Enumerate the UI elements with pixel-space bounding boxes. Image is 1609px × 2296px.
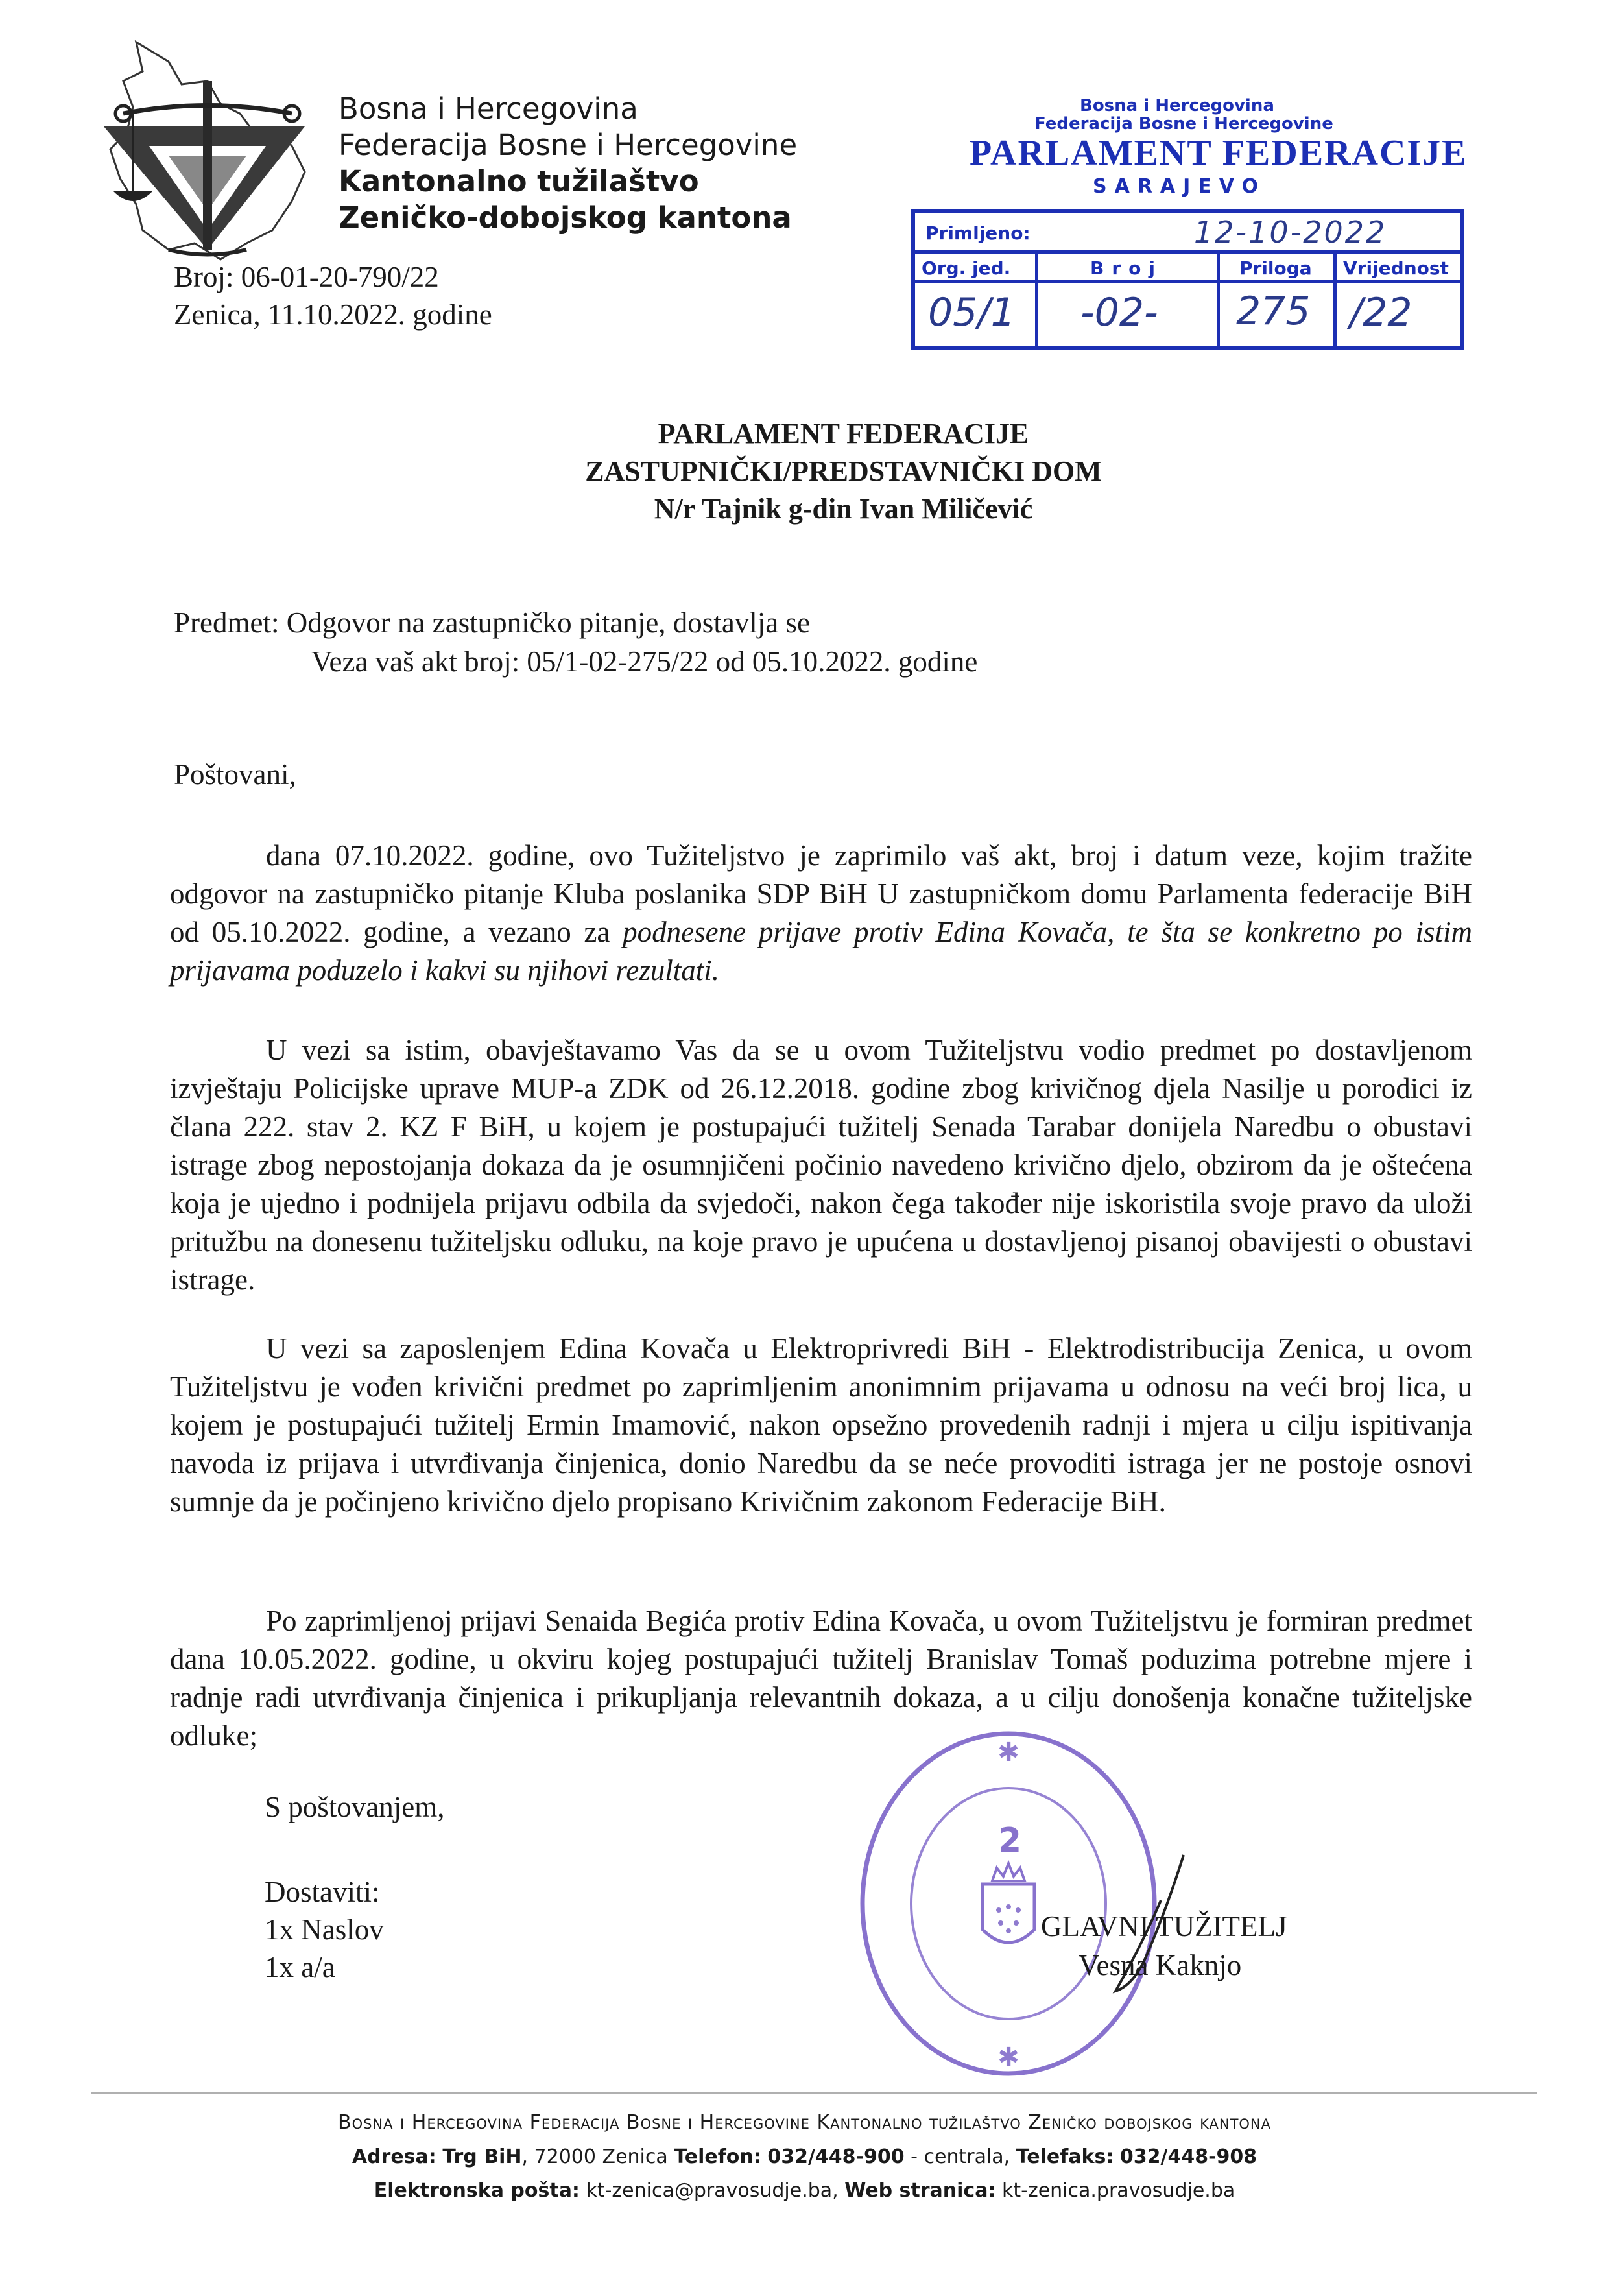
stamp-header-row xyxy=(915,254,1460,283)
paragraph-1-italic: podnesene prijave protiv Edina Kovača, te šta se konkretno po istim prijavama poduzelo i kakvi su njihovi rezultati. xyxy=(170,916,1472,987)
paragraph-2-text: U vezi sa istim, obavještavamo Vas da se u ovom Tužiteljstvu vodio predmet po dostavljenom izvještaju Policijske uprave MUP-a ZDK od 26.12.2018. godine zbog krivičnog djela Nasilje u porodici iz člana 222. stav 2. KZ F BiH, u kojem je postupajući tužitelj Senada Tarabar donijela Naredbu o obustavi istrage zbog nepostojanja dokaza da je osumnjičeni počinio navedeno krivično djelo, obzirom da je oštećena koja je ujedno i podnijela prijavu odbila da svjedoči, nakon čega također nije iskoristila svoje pravo da uloži pritužbu na donesenu tužiteljsku odluku, na koje pravo je upućena u dostavljenoj pisanoj obavijesti o obustavi istrage. xyxy=(170,1034,1472,1296)
stamp-grid xyxy=(911,209,1464,350)
subject-line: Predmet: Odgovor na zastupničko pitanje, dostavlja se xyxy=(174,606,811,639)
institution-federation: Federacija Bosne i Hercegovine xyxy=(339,128,798,162)
seal-number: 2 xyxy=(997,1821,1022,1860)
paragraph-4 xyxy=(170,1602,1472,1755)
institution-block xyxy=(339,91,797,236)
stamp-line-country: Bosna i Hercegovina xyxy=(1080,96,1274,115)
footer-divider xyxy=(91,2092,1537,2094)
stamp-value-row xyxy=(915,283,1460,346)
stamp-received-date: 12-10-2022 xyxy=(1194,215,1387,250)
institution-canton: Zeničko-dobojskog kantona xyxy=(339,200,792,235)
stamp-line-federation: Federacija Bosne i Hercegovine xyxy=(1034,114,1333,134)
paragraph-4-text: Po zaprimljenoj prijavi Senaida Begića protiv Edina Kovača, u ovom Tužiteljstvu je formiran predmet dana 10.05.2022. godine, u okviru kojeg postupajući tužitelj Branislav Tomaš poduzima potrebne mjere i radnje radi utvrđivanja činjenica i prikupljanja relevantnih dokaza, a u cilju donošenja konačne tužiteljske odluke; xyxy=(170,1605,1472,1752)
place-date: Zenica, 11.10.2022. godine xyxy=(174,298,492,331)
subject-reference-line: Veza vaš akt broj: 05/1-02-275/22 od 05.10.2022. godine xyxy=(311,645,978,678)
stamp-received-label: Primljeno: xyxy=(925,222,1031,244)
delivery-item: 1x a/a xyxy=(265,1951,335,1983)
paragraph-1-text: dana 07.10.2022. godine, ovo Tužiteljstvo je zaprimilo vaš akt, broj i datum veze, kojim tražite odgovor na zastupničko pitanje Kluba poslanika SDP BiH U zastupničkom domu Parlamenta federacije BiH od 05.10.2022. godine, a vezano za xyxy=(170,839,1472,948)
parliament-received-stamp xyxy=(905,96,1469,355)
footer-contact-line xyxy=(0,2146,1609,2168)
signature-block xyxy=(1041,1907,1287,1985)
subject-block xyxy=(174,603,977,681)
stamp-received-row xyxy=(915,213,1460,254)
reference-number: Broj: 06-01-20-790/22 xyxy=(174,261,439,293)
footer-phone-label: Telefon: xyxy=(674,2146,761,2168)
stamp-value-org: 05/1 xyxy=(928,290,1016,335)
addressee-line-1: PARLAMENT FEDERACIJE xyxy=(658,418,1029,449)
footer-address-label: Adresa: xyxy=(352,2146,436,2168)
stamp-value-priloga: 275 xyxy=(1236,289,1311,334)
stamp-col-priloga: Priloga xyxy=(1239,257,1312,279)
delivery-label: Dostaviti: xyxy=(265,1876,380,1908)
institution-office: Kantonalno tužilaštvo xyxy=(339,164,699,198)
footer-fax-value: 032/448-908 xyxy=(1119,2146,1257,2168)
addressee-line-2: ZASTUPNIČKI/PREDSTAVNIČKI DOM xyxy=(585,455,1102,487)
addressee-line-3: N/r Tajnik g-din Ivan Miličević xyxy=(654,493,1033,525)
paragraph-3 xyxy=(170,1330,1472,1521)
reference-block xyxy=(174,258,492,333)
footer-web-link[interactable]: kt-zenica.pravosudje.ba xyxy=(995,2179,1235,2202)
stamp-value-vrijednost: /22 xyxy=(1350,290,1412,335)
footer-address-rest: , 72000 Zenica xyxy=(521,2146,668,2168)
footer-email-label: Elektronska pošta: xyxy=(374,2179,580,2202)
addressee-block xyxy=(0,415,1609,528)
stamp-col-org: Org. jed. xyxy=(922,257,1011,279)
delivery-list xyxy=(265,1873,384,1986)
prosecutor-logo xyxy=(97,36,311,269)
stamp-col-broj: Broj xyxy=(1090,257,1163,279)
svg-text:✱: ✱ xyxy=(997,2042,1019,2072)
footer-phone-rest: - centrala, xyxy=(904,2146,1010,2168)
paragraph-3-text: U vezi sa zaposlenjem Edina Kovača u Elektroprivredi BiH - Elektrodistribucija Zenica, u ovom Tužiteljstvu je vođen krivični predmet po zaprimljenim anonimnim prijavama u odnosu na veći broj lica, u kojem je postupajući tužitelj Ermin Imamović, nakon opsežno provedenih radnji i mjera u cilju ispitivanja navoda iz prijava i utvrđivanja činjenica, donio Naredbu da se neće provoditi istraga jer ne postoje osnovi sumnje da je počinjeno krivično djelo propisano Krivičnim zakonom Federacije BiH. xyxy=(170,1332,1472,1518)
svg-text:✱: ✱ xyxy=(997,1738,1019,1767)
closing-salutation: S poštovanjem, xyxy=(265,1791,445,1823)
footer-address-value: Trg BiH xyxy=(442,2146,522,2168)
footer-institution: Bosna i Hercegovina Federacija Bosne i Hercegovine Kantonalno tužilaštvo Zeničko dobojskog kantona xyxy=(337,2111,1272,2134)
delivery-item: 1x Naslov xyxy=(265,1913,384,1946)
stamp-col-vrijednost: Vrijednost xyxy=(1343,257,1449,279)
stamp-line-parliament: PARLAMENT FEDERACIJE xyxy=(970,133,1468,173)
footer-phone-value: 032/448-900 xyxy=(767,2146,905,2168)
stamp-line-city: SARAJEVO xyxy=(1093,175,1266,198)
signatory-name: Vesna Kaknjo xyxy=(1079,1949,1242,1981)
footer-online-line xyxy=(0,2179,1609,2202)
footer-fax-label: Telefaks: xyxy=(1016,2146,1114,2168)
footer-web-label: Web stranica: xyxy=(844,2179,996,2202)
footer-email-link[interactable]: kt-zenica@pravosudje.ba, xyxy=(579,2179,839,2202)
paragraph-1 xyxy=(170,837,1472,990)
stamp-value-broj: -02- xyxy=(1080,290,1158,335)
greeting: Poštovani, xyxy=(174,758,296,791)
institution-country: Bosna i Hercegovina xyxy=(339,91,638,126)
signatory-title: GLAVNI TUŽITELJ xyxy=(1041,1910,1287,1943)
paragraph-2 xyxy=(170,1031,1472,1299)
